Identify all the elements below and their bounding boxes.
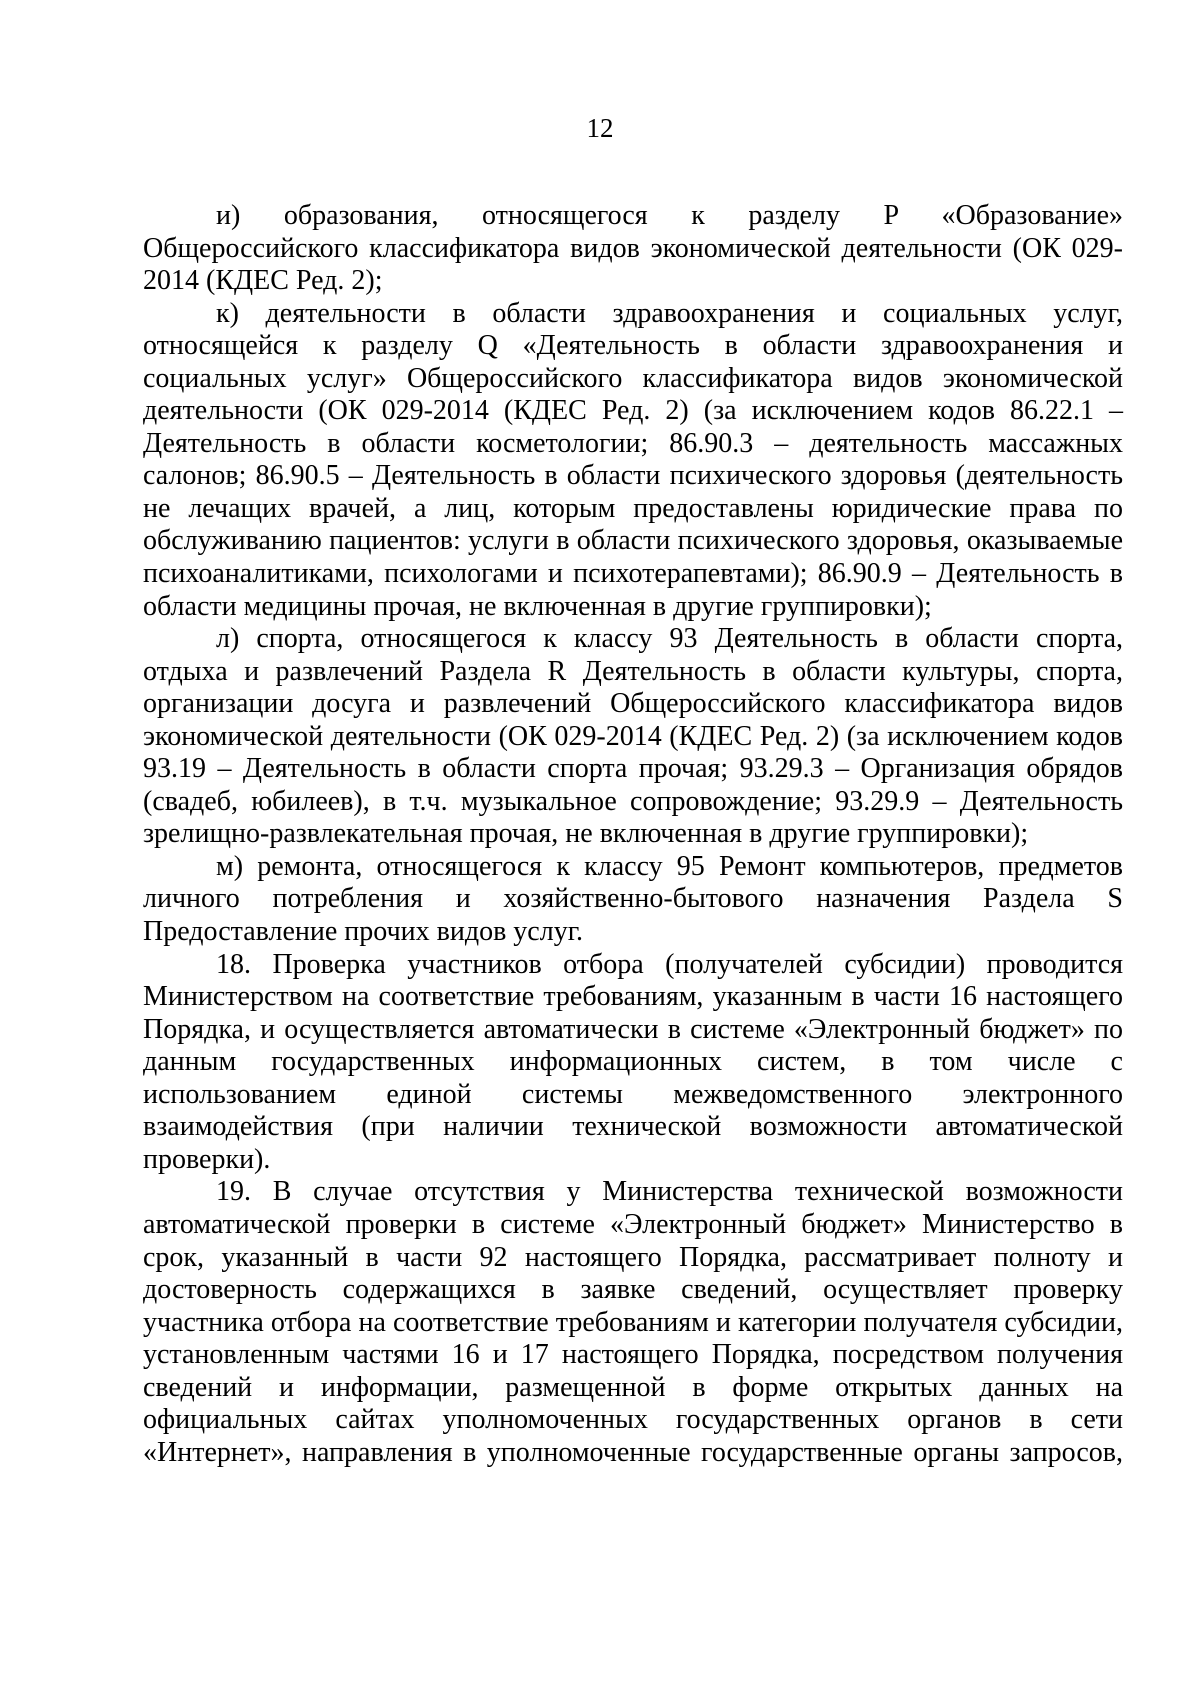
paragraph-section-19: 19. В случае отсутствия у Министерства технической возможности автоматической проверки в системе «Электронный бюджет» Министерство в срок, указанный в части 92 настоящего Порядка, рассматривает полноту и достоверность содержащихся в заявке сведений, осуществляет проверку участника отбора на соответствие требованиям и категории получателя субсидии, установленным частями 16 и 17 настоящего Порядка, посредством получения сведений и информации, размещенной в форме открытых данных на официальных сайтах уполномоченных государственных органов в сети «Интернет», направления в уполномоченные государственные органы запросов, xyxy=(143,1176,1123,1468)
page-number: 12 xyxy=(586,113,614,143)
paragraph-section-18: 18. Проверка участников отбора (получателей субсидии) проводится Министерством на соответствие требованиям, указанным в части 16 настоящего Порядка, и осуществляется автоматически в системе «Электронный бюджет» по данным государственных информационных систем, в том числе с использованием единой системы межведомственного электронного взаимодействия (при наличии технической возможности автоматической проверки). xyxy=(143,948,1123,1175)
paragraph-item-m: м) ремонта, относящегося к классу 95 Ремонт компьютеров, предметов личного потребления и хозяйственно-бытового назначения Раздела S Предоставление прочих видов услуг. xyxy=(143,850,1123,948)
document-body xyxy=(143,200,1123,1469)
paragraph-item-l: л) спорта, относящегося к классу 93 Деятельность в области спорта, отдыха и развлечений Раздела R Деятельность в области культуры, спорта, организации досуга и развлечений Общероссийского классификатора видов экономической деятельности (ОК 029-2014 (КДЕС Ред. 2) (за исключением кодов 93.19 – Деятельность в области спорта прочая; 93.29.3 – Организация обрядов (свадеб, юбилеев), в т.ч. музыкальное сопровождение; 93.29.9 – Деятельность зрелищно-развлекательная прочая, не включенная в другие группировки); xyxy=(143,623,1123,850)
paragraph-item-i: и) образования, относящегося к разделу P «Образование» Общероссийского классификатора видов экономической деятельности (ОК 029-2014 (КДЕС Ред. 2); xyxy=(143,200,1123,297)
paragraph-item-k: к) деятельности в области здравоохранения и социальных услуг, относящейся к разделу Q «Деятельность в области здравоохранения и социальных услуг» Общероссийского классификатора видов экономической деятельности (ОК 029-2014 (КДЕС Ред. 2) (за исключением кодов 86.22.1 – Деятельность в области косметологии; 86.90.3 – деятельность массажных салонов; 86.90.5 – Деятельность в области психического здоровья (деятельность не лечащих врачей, а лиц, которым предоставлены юридические права по обслуживанию пациентов: услуги в области психического здоровья, оказываемые психоаналитиками, психологами и психотерапевтами); 86.90.9 – Деятельность в области медицины прочая, не включенная в другие группировки); xyxy=(143,297,1123,622)
